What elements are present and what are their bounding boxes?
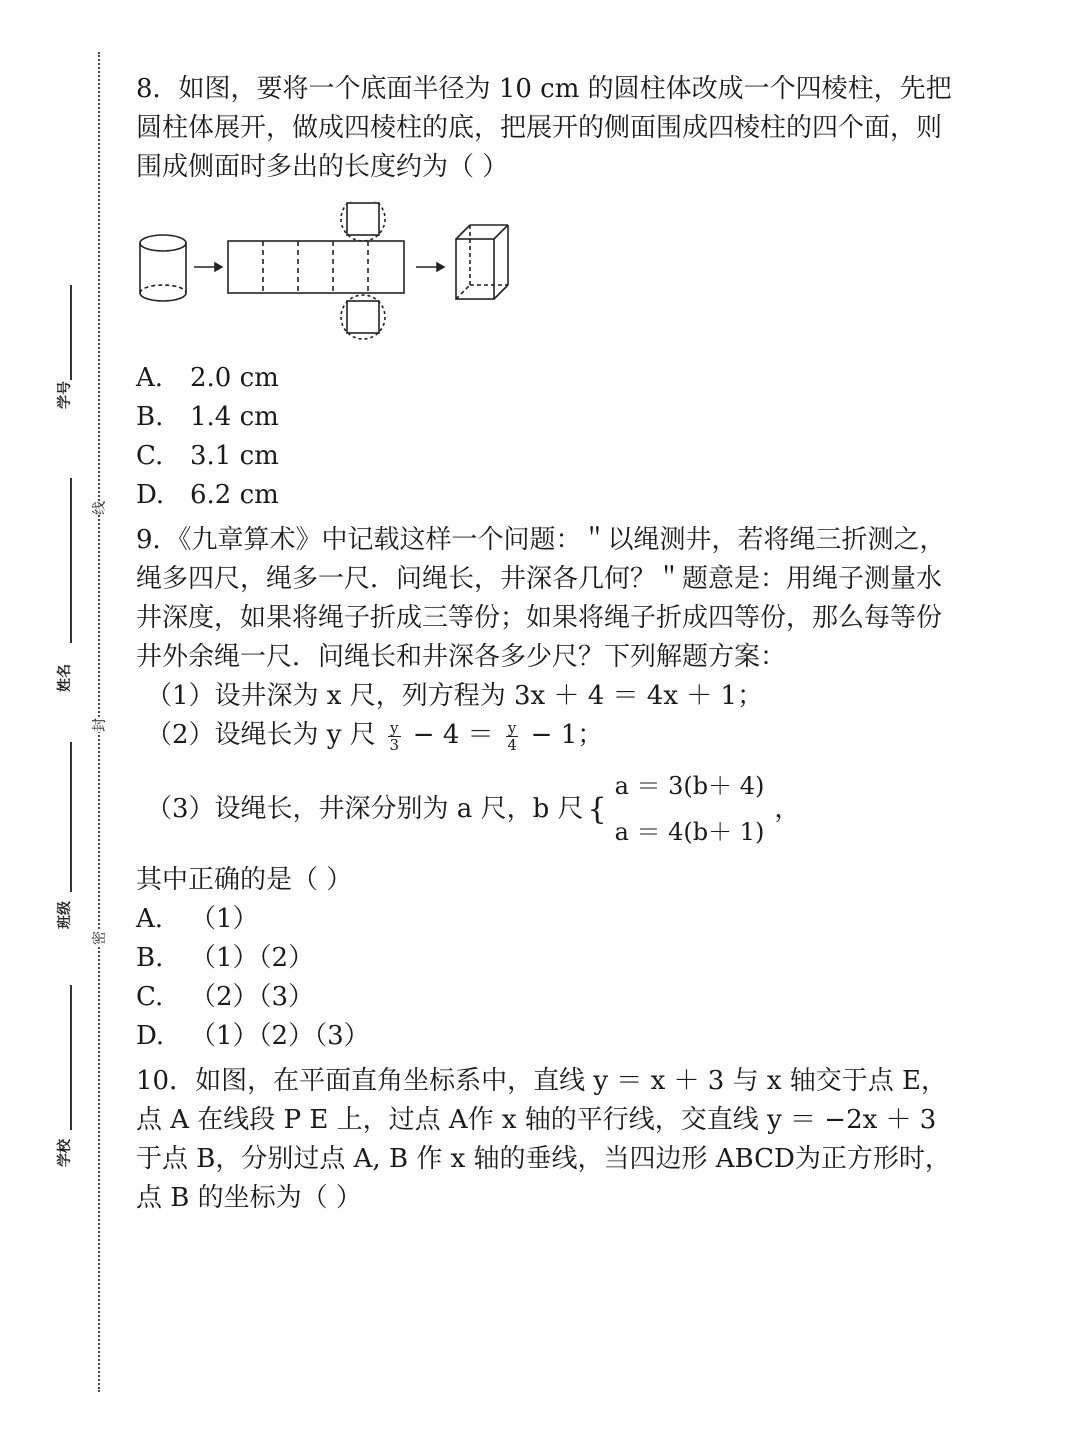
q9-option-c[interactable] xyxy=(136,978,956,1017)
option-text: 6.2 cm xyxy=(190,480,279,510)
q8-stem: 8．如图，要将一个底面半径为 10 cm 的圆柱体改成一个四棱柱，先把圆柱体展开，做成四棱柱的底，把展开的侧面围成四棱柱的四个面，则围成侧面时多出的长度约为（ ） xyxy=(136,74,952,182)
q9-options xyxy=(136,900,956,1056)
q9-sub3 xyxy=(136,763,956,855)
option-letter: B. xyxy=(136,402,164,432)
fraction-y-over-3 xyxy=(388,720,400,753)
option-text: 1.4 cm xyxy=(190,402,279,432)
equation-brace: { xyxy=(587,791,607,827)
arrow-icon xyxy=(194,263,222,271)
q8-option-a[interactable] xyxy=(136,359,956,398)
seal-char-secret: 密 xyxy=(89,931,109,945)
equation-2: a ＝ 4(b＋ 1) xyxy=(614,818,765,846)
frac-numerator: y xyxy=(507,718,517,737)
class-line xyxy=(70,742,72,892)
q9-option-d[interactable] xyxy=(136,1017,956,1056)
q9-sub2-mid: − 4 ＝ xyxy=(412,720,494,750)
q9-question: 其中正确的是（ ） xyxy=(136,865,353,895)
q9-option-b[interactable] xyxy=(136,939,956,978)
equation-1: a ＝ 3(b＋ 4) xyxy=(614,772,765,800)
cylinder-shape xyxy=(140,235,186,301)
q9-sub2-end: − 1； xyxy=(530,720,604,750)
option-letter: D. xyxy=(136,480,165,510)
q8-options xyxy=(136,359,956,515)
option-letter: A. xyxy=(136,363,164,393)
q9-option-a[interactable] xyxy=(136,900,956,939)
exam-content xyxy=(136,70,956,1218)
school-line xyxy=(70,985,72,1130)
option-letter: A. xyxy=(136,904,164,934)
frac-numerator: y xyxy=(390,718,399,737)
option-text: （1） xyxy=(190,904,259,934)
q9-sub1: （1）设井深为 x 尺，列方程为 3x ＋ 4 ＝ 4x ＋ 1； xyxy=(146,681,764,711)
name-line xyxy=(70,478,72,643)
option-text: （1）（2）（3） xyxy=(190,1021,370,1051)
student-id-line xyxy=(70,285,72,380)
option-text: 2.0 cm xyxy=(190,363,279,393)
q8-figure xyxy=(136,201,956,351)
q8-option-b[interactable] xyxy=(136,398,956,437)
seal-char-seal: 封 xyxy=(89,718,109,732)
student-id-label: 学号 xyxy=(57,381,73,409)
square-prism-shape xyxy=(456,225,508,299)
q8-option-c[interactable] xyxy=(136,437,956,476)
option-text: 3.1 cm xyxy=(190,441,279,471)
unfolded-net xyxy=(228,201,404,339)
option-letter: C. xyxy=(136,982,164,1012)
option-text: （2）（3） xyxy=(190,982,315,1012)
class-label: 班级 xyxy=(57,901,73,929)
equation-system xyxy=(615,763,765,855)
cylinder-to-prism-diagram xyxy=(136,201,536,351)
option-letter: C. xyxy=(136,441,164,471)
q9-stem: 9．《九章算术》中记载这样一个问题：＂以绳测井，若将绳三折测之，绳多四尺，绳多一尺．问绳长，井深各几何？＂题意是：用绳子测量水井深度，如果将绳子折成三等份；如果将绳子折成四等份，那么每等份井外余绳一尺．问绳长和井深各多少尺？下列解题方案： xyxy=(136,525,946,672)
school-label: 学校 xyxy=(57,1139,73,1167)
q8-option-d[interactable] xyxy=(136,476,956,515)
arrow-icon xyxy=(416,263,444,271)
q10-stem: 10．如图，在平面直角坐标系中，直线 y ＝ x ＋ 3 与 x 轴交于点 E，点 A 在线段 P E 上，过点 A作 x 轴的平行线，交直线 y ＝ −2x ＋ 3 于点 B，分别过点 A, B 作 x 轴的垂线，当四边形 ABCD为正方形时，点 B 的坐标为（ ） xyxy=(136,1066,951,1213)
q9-sub2-prefix: （2）设绳长为 y 尺 xyxy=(146,720,376,750)
q9-sub3-prefix: （3）设绳长，井深分别为 a 尺，b 尺 xyxy=(146,793,584,824)
q9-sub2 xyxy=(136,716,956,755)
name-label: 姓名 xyxy=(57,664,73,692)
option-letter: D. xyxy=(136,1021,165,1051)
option-text: （1）（2） xyxy=(190,943,315,973)
frac-denominator: 4 xyxy=(507,735,517,754)
equation-comma: ， xyxy=(774,793,801,824)
fraction-y-over-4 xyxy=(506,720,518,753)
frac-denominator: 3 xyxy=(389,735,400,754)
seal-char-line: 线 xyxy=(89,501,109,515)
option-letter: B. xyxy=(136,943,164,973)
